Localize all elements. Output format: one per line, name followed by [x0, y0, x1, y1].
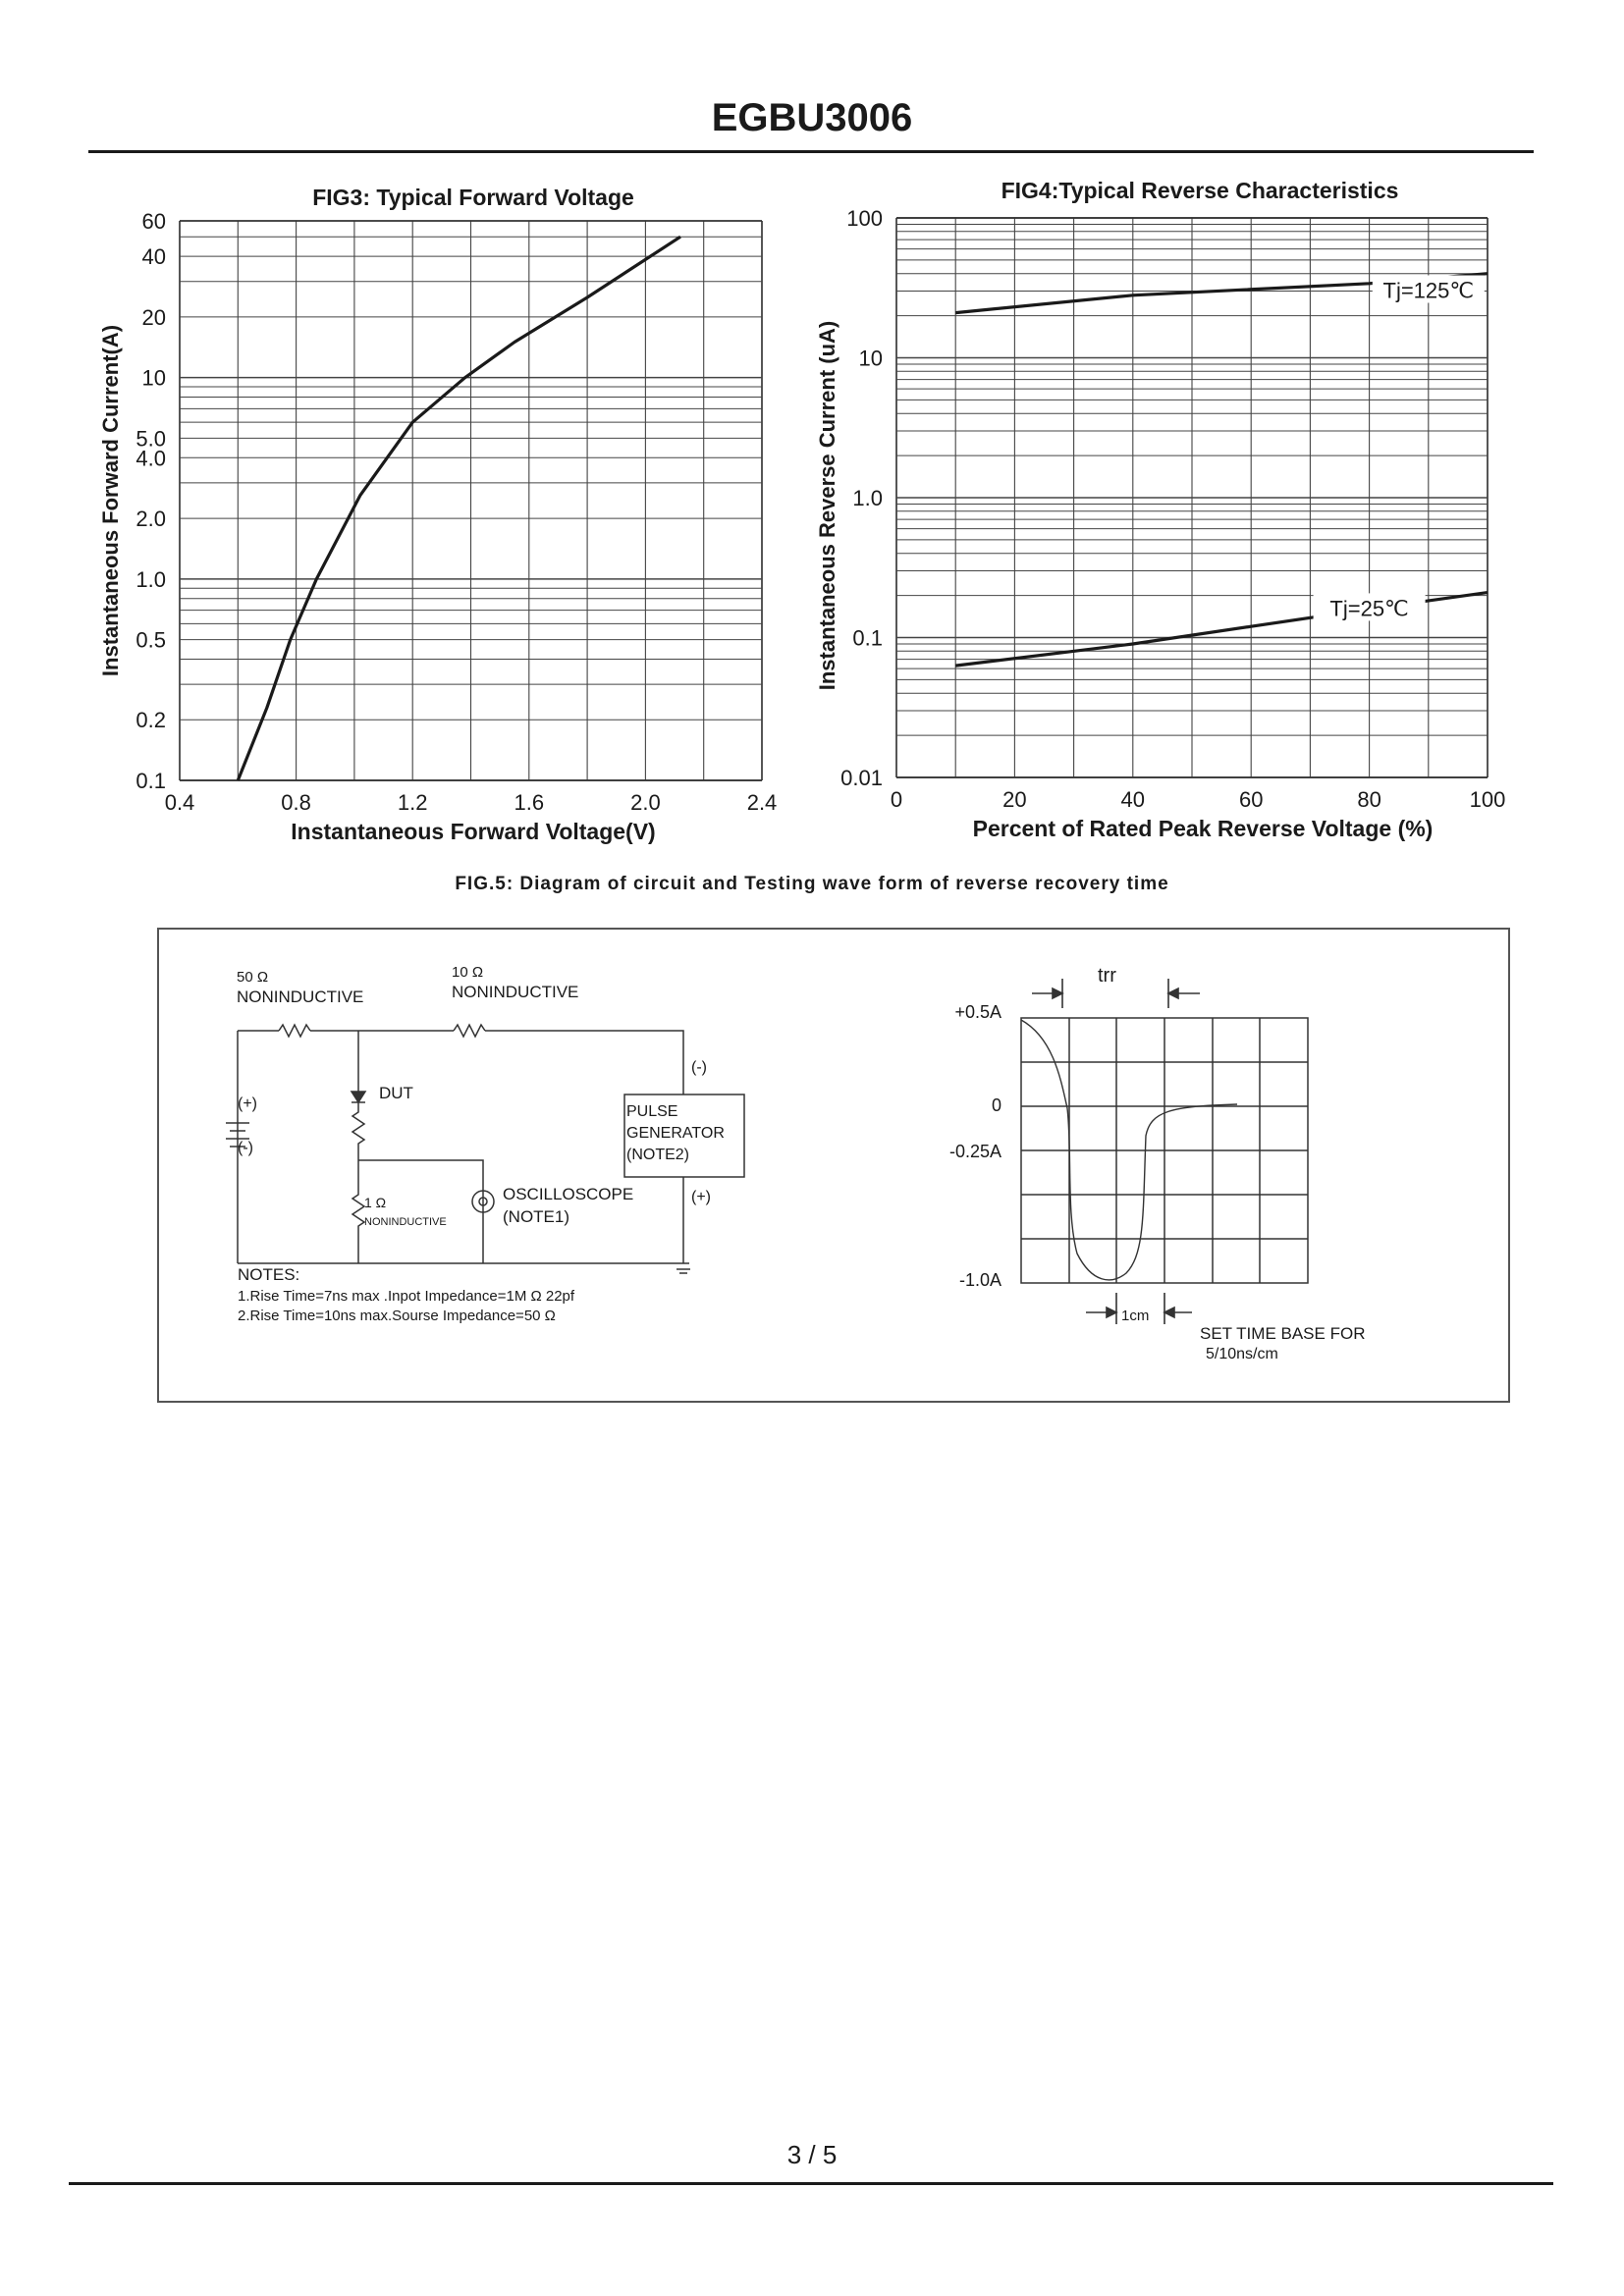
- fig5-box: [157, 928, 1510, 1403]
- waveform-y-minus1: -1.0A: [958, 1270, 1001, 1290]
- note-2: 2.Rise Time=10ns max.Sourse Impedance=50 Ω: [238, 1308, 556, 1324]
- r1-value: 50 Ω: [237, 969, 269, 986]
- x-tick-label: 1.2: [397, 790, 428, 815]
- cm-arrow-right-head: [1164, 1308, 1174, 1317]
- y-tick-label: 4.0: [135, 446, 166, 471]
- fig4-y-tick-labels: [840, 206, 883, 790]
- title-rule: [88, 150, 1534, 153]
- fig3-chart: [88, 172, 795, 859]
- y-tick-label: 0.5: [135, 627, 166, 653]
- fig4-x-tick-labels: [891, 787, 1505, 812]
- r3-value: 1 Ω: [364, 1195, 387, 1210]
- resistor-10-symbol: [454, 1025, 485, 1037]
- pulse-generator-line3: (NOTE2): [626, 1147, 689, 1163]
- resistor-1-symbol: [352, 1160, 364, 1263]
- dut-diode-symbol: [352, 1092, 365, 1102]
- fig3-y-axis-label: Instantaneous Forward Current(A): [98, 324, 123, 677]
- y-tick-label: 60: [141, 209, 166, 234]
- trr-arrow-right-head: [1168, 988, 1178, 998]
- series-label: Tj=25℃: [1329, 596, 1409, 621]
- circuit-labels: [237, 964, 725, 1324]
- dut-resistor-symbol: [352, 1102, 364, 1160]
- y-tick-label: 1.0: [135, 566, 166, 592]
- y-tick-label: 0.2: [135, 708, 166, 733]
- oscilloscope-line2: (NOTE1): [503, 1207, 569, 1226]
- x-tick-label: 20: [1002, 787, 1027, 812]
- y-tick-label: 10: [858, 346, 883, 371]
- ground-symbol: [677, 1269, 690, 1273]
- pulse-generator-line2: GENERATOR: [626, 1125, 725, 1142]
- page-number: 3 / 5: [786, 2140, 838, 2169]
- r2-label: NONINDUCTIVE: [452, 983, 579, 1001]
- x-tick-label: 0.4: [164, 790, 195, 815]
- timebase-line2: 5/10ns/cm: [1206, 1346, 1278, 1362]
- dut-label: DUT: [379, 1084, 413, 1102]
- trr-label: trr: [1098, 965, 1116, 987]
- x-tick-label: 0: [890, 787, 903, 812]
- note-1: 1.Rise Time=7ns max .Inpot Impedance=1M Ω 22pf: [238, 1288, 575, 1305]
- pulse-generator-line1: PULSE: [626, 1103, 678, 1120]
- fig3-y-tick-labels: [135, 209, 166, 793]
- fig5-caption: FIG.5: Diagram of circuit and Testing wave form of reverse recovery time: [455, 874, 1169, 894]
- trr-arrow-left-head: [1053, 988, 1062, 998]
- fig4-chart: [805, 167, 1532, 854]
- r2-value: 10 Ω: [452, 964, 484, 981]
- pulse-plus: (+): [691, 1189, 711, 1205]
- y-tick-label: 1.0: [852, 486, 883, 510]
- x-tick-label: 0.8: [281, 790, 311, 815]
- x-tick-label: 2.0: [630, 790, 661, 815]
- y-tick-label: 0.1: [135, 769, 166, 793]
- waveform-y-minus025: -0.25A: [948, 1142, 1001, 1161]
- fig3-x-tick-labels: [165, 790, 778, 815]
- fig3-grid: [180, 221, 762, 780]
- footer-rule: [69, 2182, 1553, 2185]
- series-label: Tj=125℃: [1382, 278, 1475, 303]
- circuit-wire: [485, 1031, 683, 1095]
- fig3-title: FIG3: Typical Forward Voltage: [312, 185, 634, 210]
- circuit-wire: [358, 1160, 483, 1263]
- y-tick-label: 10: [141, 365, 166, 391]
- supply-plus: (+): [238, 1095, 257, 1112]
- x-tick-label: 40: [1120, 787, 1146, 812]
- waveform-y-zero: 0: [991, 1095, 1001, 1115]
- fig3-x-axis-label: Instantaneous Forward Voltage(V): [291, 819, 656, 844]
- fig4-series: [955, 274, 1488, 666]
- r3-label: NONINDUCTIVE: [364, 1216, 447, 1228]
- oscilloscope-line1: OSCILLOSCOPE: [503, 1185, 634, 1203]
- waveform-y-plus05: +0.5A: [954, 1002, 1001, 1022]
- y-tick-label: 2.0: [135, 507, 166, 532]
- notes-title: NOTES:: [238, 1265, 300, 1284]
- document-title: EGBU3006: [711, 96, 913, 139]
- fig3-series: [238, 237, 680, 780]
- x-tick-label: 80: [1357, 787, 1381, 812]
- waveform-labels: [949, 965, 1366, 1362]
- cm-arrow-left-head: [1107, 1308, 1116, 1317]
- x-tick-label: 2.4: [746, 790, 778, 815]
- cm-label: 1cm: [1121, 1308, 1150, 1324]
- pulse-minus: (-): [691, 1059, 707, 1076]
- waveform-grid: [1021, 1018, 1308, 1283]
- r1-label: NONINDUCTIVE: [237, 988, 364, 1006]
- x-tick-label: 100: [1469, 787, 1506, 812]
- x-tick-label: 60: [1238, 787, 1264, 812]
- y-tick-label: 100: [846, 206, 883, 231]
- supply-minus: (-): [238, 1140, 253, 1156]
- y-tick-label: 40: [141, 244, 166, 270]
- timebase-line1: SET TIME BASE FOR: [1200, 1324, 1366, 1343]
- fig5-drawing: [159, 930, 1508, 1401]
- y-tick-label: 20: [141, 304, 166, 330]
- y-tick-label: 5.0: [135, 426, 166, 452]
- resistor-50-symbol: [279, 1025, 310, 1037]
- fig4-y-axis-label: Instantaneous Reverse Current (uA): [815, 320, 839, 691]
- series-line: [238, 237, 680, 780]
- fig4-title: FIG4:Typical Reverse Characteristics: [1001, 178, 1399, 203]
- x-tick-label: 1.6: [514, 790, 545, 815]
- y-tick-label: 0.01: [840, 766, 883, 790]
- y-tick-label: 0.1: [852, 625, 883, 651]
- fig4-x-axis-label: Percent of Rated Peak Reverse Voltage (%): [972, 816, 1434, 841]
